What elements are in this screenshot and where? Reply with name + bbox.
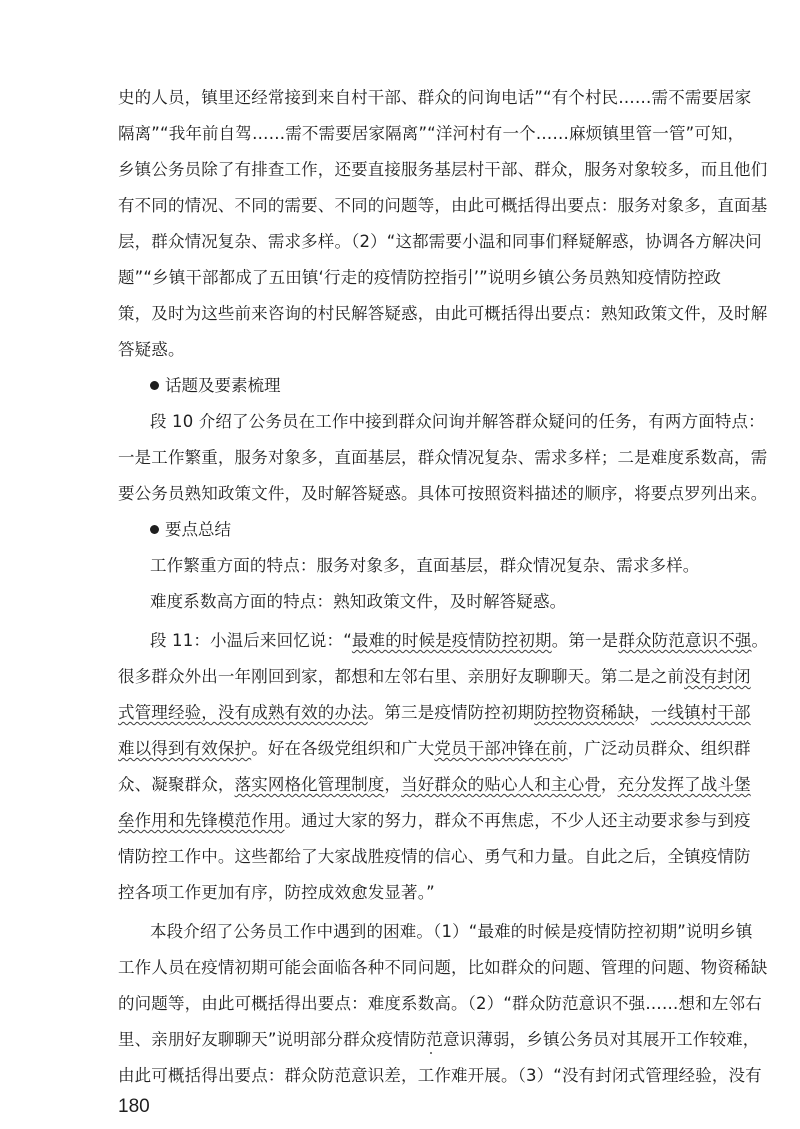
text-line (118, 774, 751, 796)
page-number: 180 (118, 1096, 150, 1117)
text-span: 众、凝聚群众， (118, 775, 235, 794)
text-line: 的问题等，由此可概括得出要点：难度系数高。（2）“群众防范意识不强……想和左邻右 (118, 994, 762, 1013)
text-line: 本段介绍了公务员工作中遇到的困难。（1）“最难的时候是疫情防控初期”说明乡镇 (150, 922, 753, 941)
text-line: 一是工作繁重，服务对象多，直面基层，群众情况复杂、需求多样；二是难度系数高，需 (118, 448, 768, 467)
scan-speck (430, 1052, 432, 1054)
underlined-span: 难以得到有效保护 (118, 739, 252, 758)
underlined-span: 防控物资稀缺 (534, 703, 635, 722)
text-line: 段 10 介绍了公务员在工作中接到群众问询并解答群众疑问的任务，有两方面特点： (150, 412, 765, 431)
underlined-span: 群众防范意识不强 (618, 631, 752, 650)
text-line: 有不同的情况、不同的需要、不同的问题等，由此可概括得出要点：服务对象多，直面基 (118, 196, 768, 215)
text-span: 。 (751, 631, 769, 650)
heading-text: 话题及要素梳理 (165, 376, 281, 395)
underlined-span: 一线镇村干部 (650, 703, 751, 722)
heading-text: 要点总结 (165, 520, 231, 539)
text-line: 答疑惑。 (118, 340, 185, 359)
text-span: 很多群众外出一年刚回到家，都想和左邻右里、亲朋好友聊聊天。第二是之前 (118, 667, 685, 686)
summary-line: 难度系数高方面的特点：熟知政策文件，及时解答疑惑。 (150, 592, 567, 611)
bullet-icon (150, 525, 159, 534)
text-span: 。好在各级党组织和广大 (251, 739, 435, 758)
text-line: 史的人员，镇里还经常接到来自村干部、群众的问询电话”“有个村民……需不需要居家 (118, 88, 752, 107)
text-line: 情防控工作中。这些都给了大家战胜疫情的信心、勇气和力量。自此之后，全镇疫情防 (118, 847, 751, 866)
text-span: 。通过大家的努力，群众不再焦虑，不少人还主动要求参与到疫 (284, 811, 751, 830)
text-line (118, 702, 751, 724)
text-span: ，广泛动员群众、组织群 (567, 739, 751, 758)
text-span: ， (634, 703, 651, 722)
text-span: ， (600, 775, 618, 794)
underlined-span: 没有封闭 (684, 667, 751, 686)
text-line (118, 738, 751, 760)
text-line (150, 630, 768, 652)
text-line: 层，群众情况复杂、需求多样。（2）“这都需要小温和同事们释疑解惑，协调各方解决问 (118, 232, 762, 251)
bullet-icon (150, 381, 159, 390)
text-span: 。第三是疫情防控初期 (367, 703, 535, 722)
underlined-span: 党员干部冲锋在前 (434, 739, 568, 758)
text-line (118, 666, 751, 688)
text-line: 里、亲朋好友聊聊天”说明部分群众疫情防范意识薄弱，乡镇公务员对其展开工作较难， (118, 1030, 760, 1049)
underlined-span: 式管理经验，没有成熟有效的办法 (118, 703, 368, 722)
text-line: 控各项工作更加有序，防控成效愈发显著。” (118, 883, 435, 902)
underlined-span: 垒作用和先锋模范作用 (118, 811, 285, 830)
text-span: 段 11：小温后来回忆说：“ (150, 631, 352, 650)
text-line: 由此可概括得出要点：群众防范意识差，工作难开展。（3）“没有封闭式管理经验，没有 (118, 1066, 762, 1085)
text-line: 工作人员在疫情初期可能会面临各种不同问题，比如群众的问题、管理的问题、物资稀缺 (118, 958, 768, 977)
summary-line: 工作繁重方面的特点：服务对象多，直面基层，群众情况复杂、需求多样。 (150, 556, 700, 575)
text-span: 。第一是 (551, 631, 619, 650)
underlined-span: 当好群众的贴心人和主心骨 (401, 775, 601, 794)
text-line: 隔离”“我年前自驾……需不需要居家隔离”“洋河村有一个……麻烦镇里管一管”可知， (118, 124, 745, 143)
underlined-span: 最难的时候是疫情防控初期 (351, 631, 552, 650)
text-line: 乡镇公务员除了有排查工作，还要直接服务基层村干部、群众，服务对象较多，而且他们 (118, 160, 768, 179)
text-line: 策，及时为这些前来咨询的村民解答疑惑，由此可概括得出要点：熟知政策文件，及时解 (118, 304, 768, 323)
section-heading (150, 375, 281, 397)
section-heading (150, 519, 231, 541)
text-line (118, 810, 751, 832)
underlined-span: 充分发挥了战斗堡 (617, 775, 751, 794)
text-line: 要公务员熟知政策文件，及时解答疑惑。具体可按照资料描述的顺序，将要点罗列出来。 (118, 484, 768, 503)
underlined-span: 落实网格化管理制度 (234, 775, 385, 794)
text-line: 题”“乡镇干部都成了五田镇‘行走的疫情防控指引’”说明乡镇公务员熟知疫情防控政 (118, 268, 721, 287)
text-span: ， (384, 775, 402, 794)
